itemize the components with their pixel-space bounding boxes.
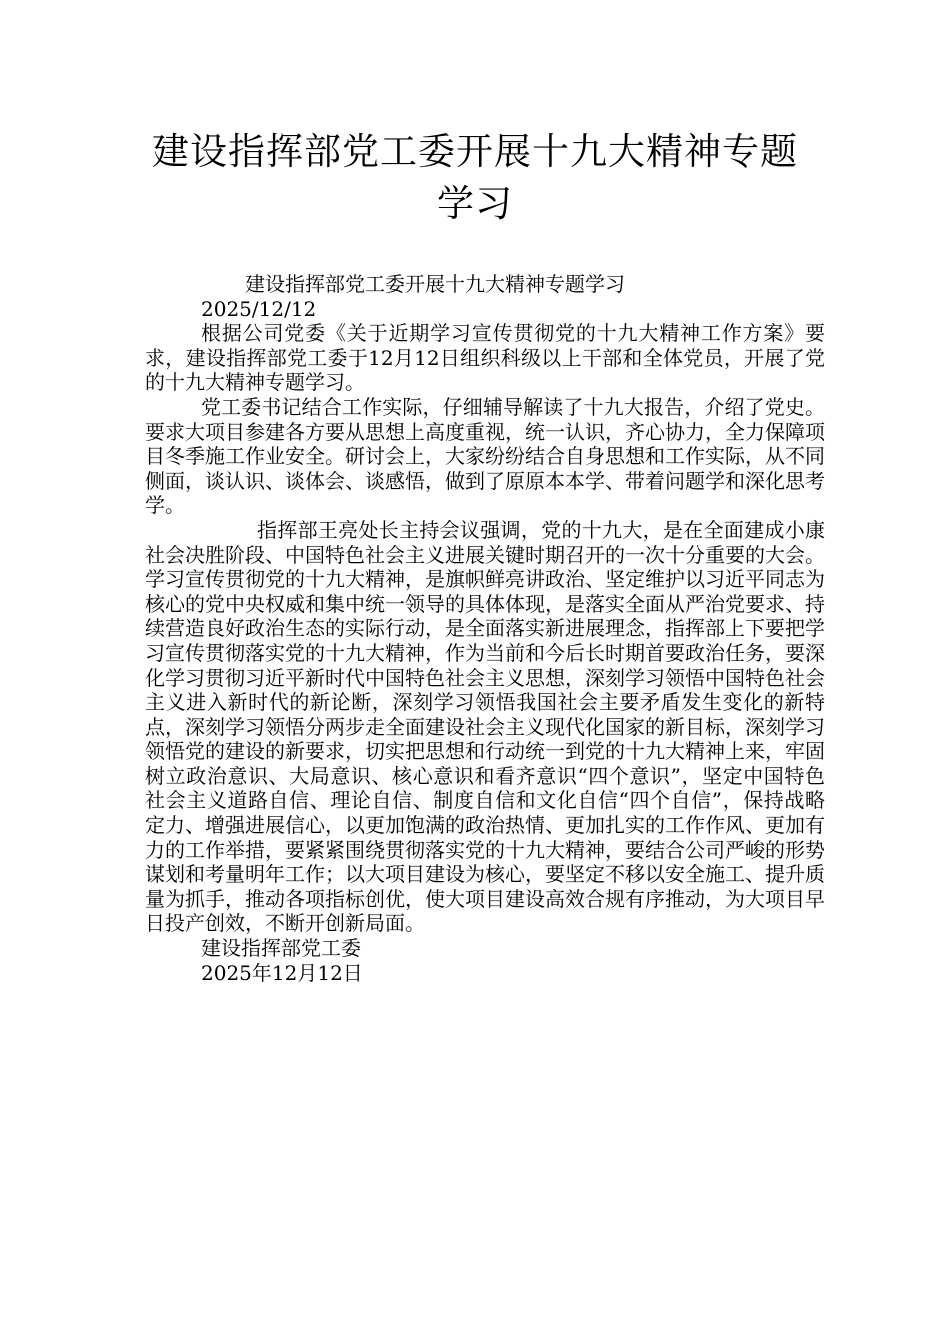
document-title: 建设指挥部党工委开展十九大精神专题学习: [152, 130, 798, 225]
document-body: [145, 272, 825, 985]
document-subtitle: 建设指挥部党工委开展十九大精神专题学习: [245, 272, 625, 296]
paragraph-3: 指挥部王亮处长主持会议强调，党的十九大，是在全面建成小康社会决胜阶段、中国特色社会主义进展关键时期召开的一次十分重要的大会。学习宣传贯彻党的十九大精神，是旗帜鲜亮讲政治、坚定维护以习近平同志为核心的党中央权威和集中统一领导的具体体现，是落实全面从严治党要求、持续营造良好政治生态的实际行动，是全面落实新进展理念，指挥部上下要把学习宣传贯彻落实党的十九大精神，作为当前和今后长时期首要政治任务，要深化学习贯彻习近平新时代中国特色社会主义思想，深刻学习领悟中国特色社会主义进入新时代的新论断，深刻学习领悟我国社会主要矛盾发生变化的新特点，深刻学习领悟分两步走全面建设社会主义现代化国家的新目标，深刻学习领悟党的建设的新要求，切实把思想和行动统一到党的十九大精神上来，牢固树立政治意识、大局意识、核心意识和看齐意识“四个意识”，坚定中国特色社会主义道路自信、理论自信、制度自信和文化自信“四个自信”，保持战略定力、增强进展信心，以更加饱满的政治热情、更加扎实的工作作风、更加有力的工作举措，要紧紧围绕贯彻落实党的十九大精神，要结合公司严峻的形势谋划和考量明年工作；以大项目建设为核心，要坚定不移以安全施工、提升质量为抓手，推动各项指标创优，使大项目建设高效合规有序推动，为大项目早日投产创效，不断开创新局面。: [145, 517, 825, 936]
document-date: 2025/12/12: [201, 296, 317, 321]
signature-organization: 建设指挥部党工委: [201, 936, 361, 961]
paragraph-2: 党工委书记结合工作实际，仔细辅导解读了十九大报告，介绍了党史。要求大项目参建各方要从思想上高度重视，统一认识，齐心协力，全力保障项目冬季施工作业安全。研讨会上，大家纷纷结合自身思想和工作实际，从不同侧面，谈认识、谈体会、谈感悟，做到了原原本本学、带着问题学和深化思考学。: [145, 394, 825, 518]
signature-date: 2025年12月12日: [201, 960, 363, 985]
paragraph-1: 根据公司党委《关于近期学习宣传贯彻党的十九大精神工作方案》要求，建设指挥部党工委于12月12日组织科级以上干部和全体党员，开展了党的十九大精神专题学习。: [145, 321, 825, 395]
